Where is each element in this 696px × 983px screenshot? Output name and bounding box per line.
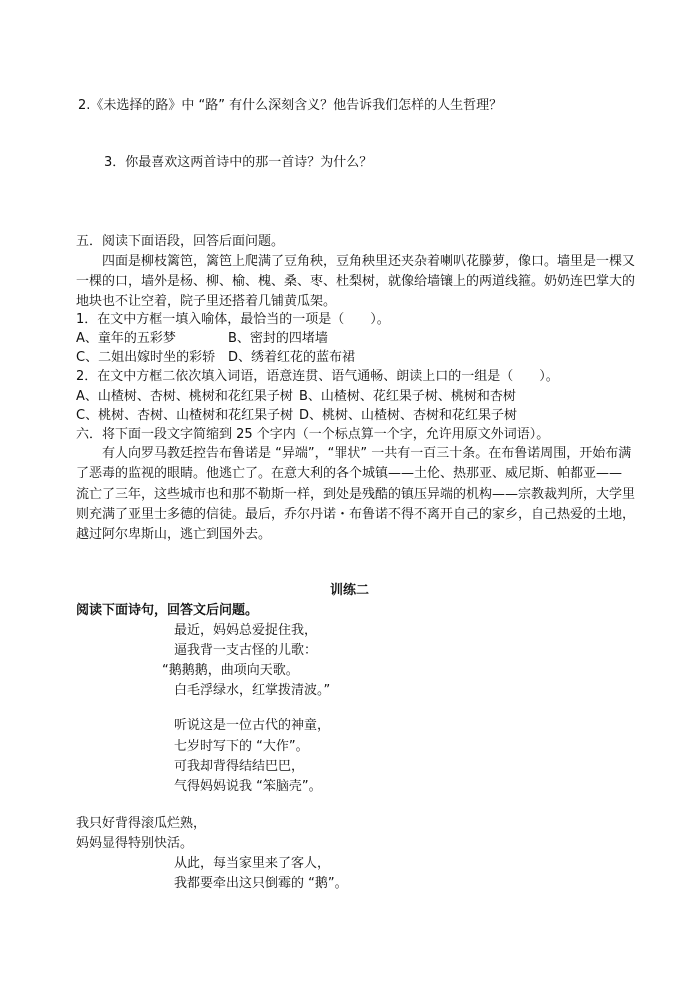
poem-line: 七岁时写下的 “大作”。 bbox=[174, 739, 309, 754]
poem-line: 可我却背得结结巴巴， bbox=[174, 759, 305, 774]
section-title: 训练二 bbox=[330, 583, 370, 598]
question-1: 1．在文中方框一填入喻体，最恰当的一项是（ ）。 bbox=[76, 312, 390, 327]
poem-line: “鹅鹅鹅，曲项向天歌。 bbox=[162, 663, 299, 678]
passage-line: 则充满了亚里士多德的信徒。最后，乔尔丹诺・布鲁诺不得不离开自己的家乡，自己热爱的土地， bbox=[76, 507, 636, 522]
option-a: A、童年的五彩梦 bbox=[76, 331, 176, 346]
passage-line: 流亡了三年，这些城市也和那不勒斯一样，到处是残酷的镇压异端的机构——宗教裁判所，大学里 bbox=[76, 487, 636, 502]
poem-line: 白毛浮绿水，红掌拨清波。” bbox=[174, 683, 331, 698]
poem-line: 从此，每当家里来了客人， bbox=[174, 856, 331, 871]
option-b: B、山楂树、花红果子树、桃树和杏树 bbox=[299, 389, 516, 404]
option-d: D、桃树、山楂树、杏树和花红果子树 bbox=[299, 408, 518, 423]
option-b: B、密封的四堵墙 bbox=[228, 331, 328, 346]
option-c: C、二姐出嫁时坐的彩轿 bbox=[76, 350, 216, 365]
poem-line: 听说这是一位古代的神童， bbox=[174, 718, 331, 733]
passage-line: 地块也不让空着，院子里还搭着几铺黄瓜架。 bbox=[76, 294, 337, 309]
option-c: C、桃树、杏树、山楂树和花红果子树 bbox=[76, 408, 294, 423]
passage-line: 越过阿尔卑斯山，逃亡到国外去。 bbox=[76, 527, 272, 542]
poem-line: 气得妈妈说我 “笨脑壳”。 bbox=[174, 779, 322, 794]
passage-line: 四面是柳枝篱笆，篱笆上爬满了豆角秧，豆角秧里还夹杂着喇叭花滕萝，像口。墙里是一棵又 bbox=[102, 254, 636, 269]
instruction: 阅读下面诗句，回答文后问题。 bbox=[76, 603, 259, 618]
option-a: A、山楂树、杏树、桃树和花红果子树 bbox=[76, 389, 293, 404]
poem-line: 妈妈显得特别快活。 bbox=[76, 836, 194, 851]
poem-line: 逼我背一支古怪的儿歌： bbox=[174, 643, 318, 658]
question-2-top: 2.《未选择的路》中 “路” 有什么深刻含义？他告诉我们怎样的人生哲理？ bbox=[78, 98, 503, 113]
passage-line: 有人向罗马教廷控告布鲁诺是 “异端”，“罪状” 一共有一百三十条。在布鲁诺周围，开始布满 bbox=[102, 446, 632, 461]
poem-line: 我都要牵出这只倒霉的 “鹅”。 bbox=[174, 876, 348, 891]
poem-line: 我只好背得滚瓜烂熟， bbox=[76, 816, 207, 831]
passage-line: 一棵的口，墙外是杨、柳、榆、槐、桑、枣、杜梨树，就像给墙镶上的两道线箍。奶奶连巴掌大的 bbox=[76, 274, 636, 289]
option-d: D、绣着红花的蓝布裙 bbox=[228, 350, 356, 365]
section-6-heading: 六．将下面一段文字简缩到 25 个字内（一个标点算一个字，允许用原文外词语）。 bbox=[76, 427, 550, 442]
poem-line: 最近，妈妈总爱捉住我， bbox=[174, 623, 318, 638]
passage-line: 了恶毒的监视的眼睛。他逃亡了。在意大利的各个城镇——土伦、热那亚、威尼斯、帕都亚—— bbox=[76, 466, 623, 481]
question-3-top: 3．你最喜欢这两首诗中的那一首诗？为什么？ bbox=[104, 155, 373, 170]
section-5-heading: 五．阅读下面语段，回答后面问题。 bbox=[76, 234, 285, 249]
question-2: 2．在文中方框二依次填入词语，语意连贯、语气通畅、朗读上口的一组是（ ）。 bbox=[76, 369, 559, 384]
